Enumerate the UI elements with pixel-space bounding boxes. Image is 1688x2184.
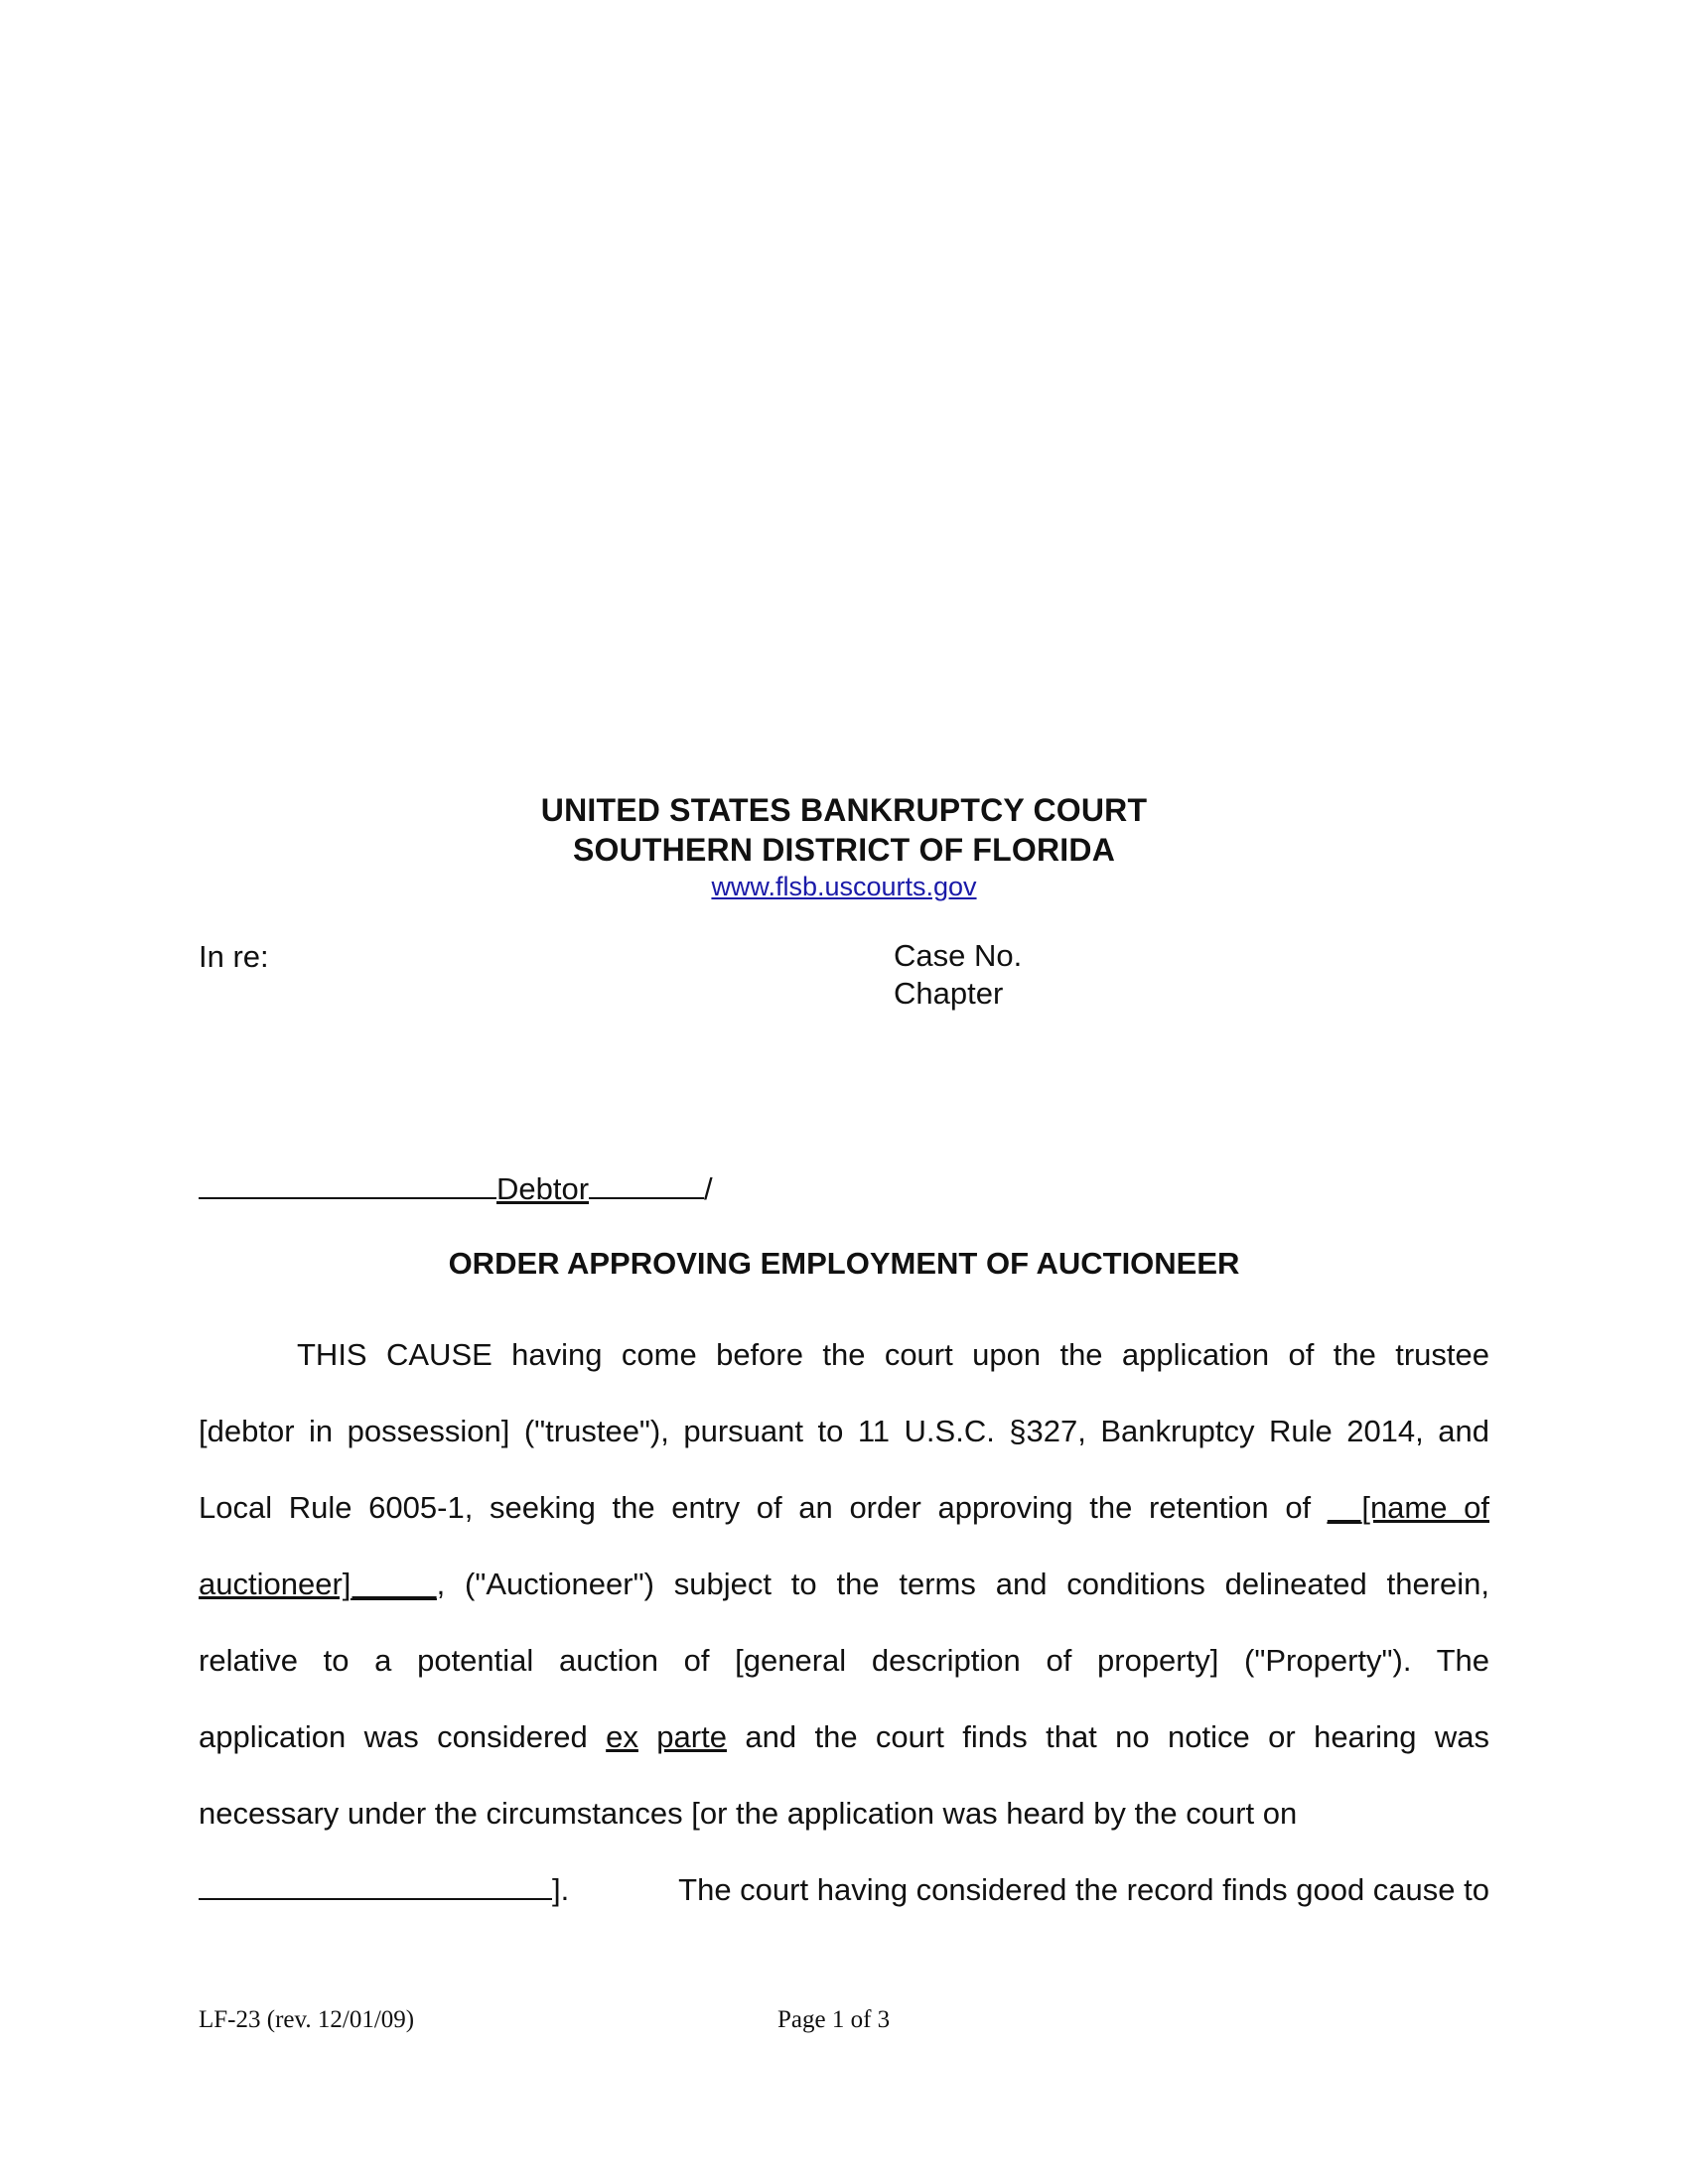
court-name: UNITED STATES BANKRUPTCY COURT — [540, 792, 1148, 828]
court-website-link[interactable]: www.flsb.uscourts.gov — [711, 872, 977, 901]
case-no-label: Case No. — [894, 938, 1023, 973]
parte-word: parte — [656, 1719, 727, 1754]
auctioneer-name-field-cont: auctioneer]_____ — [199, 1567, 437, 1601]
district-name: SOUTHERN DISTRICT OF FLORIDA — [572, 832, 1116, 868]
form-id: LF-23 (rev. 12/01/09) — [199, 2006, 415, 2033]
auctioneer-name-field: __[name of — [1327, 1490, 1489, 1525]
page-number: Page 1 of 3 — [777, 2006, 891, 2033]
court-header — [0, 790, 1688, 903]
ex-word: ex — [606, 1719, 638, 1754]
body-line-7: necessary under the circumstances [or the application was heard by the court on — [199, 1796, 1298, 1831]
order-body — [199, 1316, 1489, 1928]
body-line-4: auctioneer]_____, ("Auctioneer") subject to the terms and conditions delineated therein, — [199, 1567, 1489, 1601]
debtor-slash: / — [704, 1171, 713, 1206]
order-title: ORDER APPROVING EMPLOYMENT OF AUCTIONEER — [448, 1246, 1240, 1281]
debtor-label: Debtor — [496, 1171, 590, 1206]
debtor-trailing-blank — [589, 1167, 704, 1199]
debtor-name-blank — [199, 1167, 496, 1199]
body-line-3: Local Rule 6005-1, seeking the entry of an order approving the retention of __[name of — [199, 1490, 1489, 1525]
in-re-label: In re: — [199, 939, 269, 974]
body-line-6: application was considered ex parte and the court finds that no notice or hearing was — [199, 1719, 1489, 1754]
body-line-5: relative to a potential auction of [general description of property] ("Property"). The — [199, 1643, 1489, 1678]
body-line-8: ]. The court having considered the record finds good cause to — [199, 1851, 1489, 1928]
hearing-date-blank — [199, 1868, 552, 1900]
debtor-line — [199, 1167, 713, 1209]
chapter-label: Chapter — [894, 976, 1004, 1011]
body-line-2: [debtor in possession] ("trustee"), pursuant to 11 U.S.C. §327, Bankruptcy Rule 2014, and — [199, 1414, 1489, 1448]
body-line-1: THIS CAUSE having come before the court upon the application of the trustee — [297, 1337, 1489, 1372]
case-info-block — [894, 937, 1022, 1013]
